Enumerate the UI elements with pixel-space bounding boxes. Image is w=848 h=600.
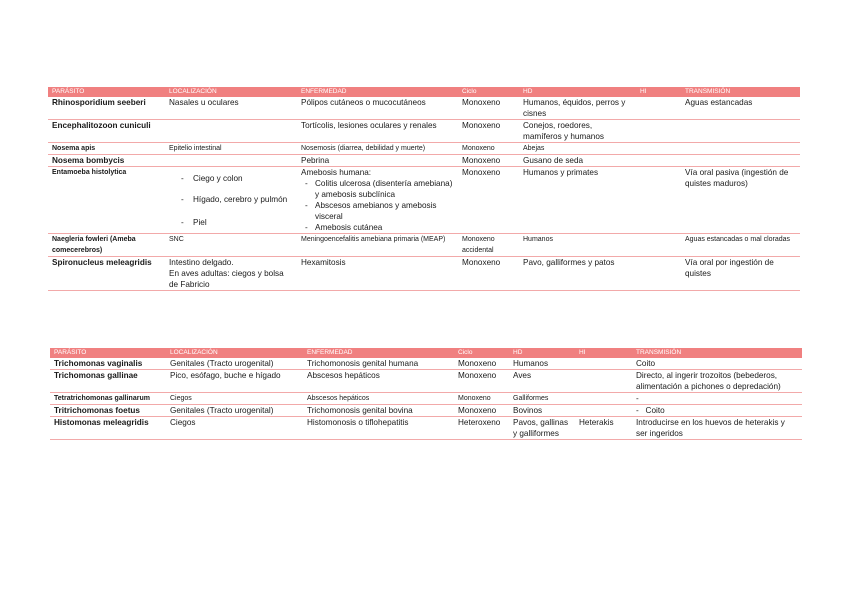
header-transmision: TRANSMISIÓN [681, 87, 800, 97]
cell-parasito: Nosema bombycis [48, 155, 165, 167]
cell-enfermedad: Trichomonosis genital bovina [303, 405, 454, 417]
cell-transmision: Coito [632, 358, 802, 370]
cell-transmision: Directo, al ingerir trozoitos (bebederos, alimentación a pichones o depredación) [632, 370, 802, 393]
cell-hd: Humanos, équidos, perros y cisnes [519, 97, 636, 120]
header-hi: HI [636, 87, 681, 97]
table-row [50, 417, 802, 440]
cell-enfermedad: Abscesos hepáticos [303, 370, 454, 393]
table-row [48, 155, 800, 167]
header-hd: HD [519, 87, 636, 97]
cell-parasito: Rhinosporidium seeberi [48, 97, 165, 120]
list-item: - Piel [179, 217, 293, 228]
cell-transmision: Aguas estancadas o mal cloradas [681, 234, 800, 257]
header-hi: HI [575, 348, 632, 358]
cell-hd: Conejos, roedores, mamíferos y humanos [519, 120, 636, 143]
parasite-table-1 [48, 87, 800, 291]
enfermedad-list [301, 178, 454, 233]
localizacion-list [169, 173, 293, 228]
cell-localizacion [165, 257, 297, 291]
cell-hi [636, 257, 681, 291]
cell-hd: Humanos [509, 358, 575, 370]
header-ciclo: Ciclo [454, 348, 509, 358]
cell-hd: Abejas [519, 143, 636, 155]
list-item: - Ciego y colon [179, 173, 293, 184]
cell-hd: Pavo, galliformes y patos [519, 257, 636, 291]
cell-hd: Humanos y primates [519, 167, 636, 234]
cell-hi [636, 155, 681, 167]
cell-hi [636, 234, 681, 257]
cell-parasito: Histomonas meleagridis [50, 417, 166, 440]
cell-hd: Pavos, gallinas y galliformes [509, 417, 575, 440]
cell-enfermedad: Tortícolis, lesiones oculares y renales [297, 120, 458, 143]
cell-ciclo: Heteroxeno [454, 417, 509, 440]
cell-hi [636, 167, 681, 234]
cell-localizacion [165, 120, 297, 143]
cell-localizacion [165, 155, 297, 167]
cell-parasito: Trichomonas gallinae [50, 370, 166, 393]
table-row [50, 358, 802, 370]
cell-parasito: Trichomonas vaginalis [50, 358, 166, 370]
cell-ciclo: Monoxeno [458, 143, 519, 155]
cell-transmision: - [632, 393, 802, 405]
cell-enfermedad: Trichomonosis genital humana [303, 358, 454, 370]
list-item: - Colitis ulcerosa (disentería amebiana) y amebosis subclínica [301, 178, 454, 200]
cell-hd: Gusano de seda [519, 155, 636, 167]
cell-ciclo: Monoxeno accidental [458, 234, 519, 257]
cell-ciclo: Monoxeno [458, 167, 519, 234]
header-localizacion: LOCALIZACIÓN [165, 87, 297, 97]
cell-ciclo: Monoxeno [458, 120, 519, 143]
cell-transmision [681, 155, 800, 167]
cell-enfermedad: Histomonosis o tiflohepatitis [303, 417, 454, 440]
header-enfermedad: ENFERMEDAD [297, 87, 458, 97]
table-row [48, 120, 800, 143]
header-parasito: PARÁSITO [48, 87, 165, 97]
cell-transmision: Introducirse en los huevos de heterakis y ser ingeridos [632, 417, 802, 440]
header-transmision: TRANSMISIÓN [632, 348, 802, 358]
list-item: - Amebosis cutánea [301, 222, 454, 233]
cell-hi [636, 143, 681, 155]
cell-transmision: - Coito [632, 405, 802, 417]
cell-enfermedad: Hexamitosis [297, 257, 458, 291]
cell-hd: Bovinos [509, 405, 575, 417]
cell-hi [636, 97, 681, 120]
parasite-table-2 [50, 348, 802, 440]
table-row [48, 257, 800, 291]
cell-transmision [681, 120, 800, 143]
table-row [48, 234, 800, 257]
cell-enfermedad: Pebrina [297, 155, 458, 167]
enfermedad-title: Amebosis humana: [301, 168, 372, 177]
table-row [48, 97, 800, 120]
cell-parasito: Tetratrichomonas gallinarum [50, 393, 166, 405]
cell-hi [575, 393, 632, 405]
cell-enfermedad: Abscesos hepáticos [303, 393, 454, 405]
cell-ciclo: Monoxeno [458, 257, 519, 291]
table-row [48, 143, 800, 155]
localizacion-line: En aves adultas: ciegos y bolsa de Fabricio [169, 269, 284, 289]
cell-ciclo: Monoxeno [454, 405, 509, 417]
cell-ciclo: Monoxeno [458, 97, 519, 120]
cell-parasito: Tritrichomonas foetus [50, 405, 166, 417]
cell-hi: Heterakis [575, 417, 632, 440]
cell-hi [636, 120, 681, 143]
cell-parasito: Spironucleus meleagridis [48, 257, 165, 291]
cell-localizacion: Genitales (Tracto urogenital) [166, 358, 303, 370]
cell-ciclo: Monoxeno [458, 155, 519, 167]
list-item: - Hígado, cerebro y pulmón [179, 194, 293, 205]
header-ciclo: Ciclo [458, 87, 519, 97]
cell-transmision: Aguas estancadas [681, 97, 800, 120]
table-row [50, 393, 802, 405]
table-row [50, 405, 802, 417]
cell-localizacion: Epitelio intestinal [165, 143, 297, 155]
cell-parasito: Entamoeba histolytica [48, 167, 165, 234]
cell-localizacion [165, 167, 297, 234]
cell-localizacion: Genitales (Tracto urogenital) [166, 405, 303, 417]
table-row [48, 167, 800, 234]
cell-ciclo: Monoxeno [454, 358, 509, 370]
table-header-row [50, 348, 802, 358]
localizacion-line: Intestino delgado. [169, 258, 234, 267]
cell-hd: Humanos [519, 234, 636, 257]
cell-enfermedad [297, 167, 458, 234]
cell-hd: Galliformes [509, 393, 575, 405]
cell-enfermedad: Pólipos cutáneos o mucocutáneos [297, 97, 458, 120]
cell-parasito: Naegleria fowleri (Ameba comecerebros) [48, 234, 165, 257]
cell-localizacion: Nasales u oculares [165, 97, 297, 120]
cell-ciclo: Monoxeno [454, 393, 509, 405]
table-row [50, 370, 802, 393]
cell-parasito: Nosema apis [48, 143, 165, 155]
cell-transmision: Vía oral pasiva (ingestión de quistes maduros) [681, 167, 800, 234]
cell-localizacion: Ciegos [166, 417, 303, 440]
cell-localizacion: Pico, esófago, buche e hígado [166, 370, 303, 393]
table-header-row [48, 87, 800, 97]
cell-hi [575, 405, 632, 417]
header-localizacion: LOCALIZACIÓN [166, 348, 303, 358]
cell-enfermedad: Meningoencefalitis amebiana primaria (MEAP) [297, 234, 458, 257]
header-parasito: PARÁSITO [50, 348, 166, 358]
cell-enfermedad: Nosemosis (diarrea, debilidad y muerte) [297, 143, 458, 155]
cell-transmision: Vía oral por ingestión de quistes [681, 257, 800, 291]
cell-localizacion: Ciegos [166, 393, 303, 405]
cell-ciclo: Monoxeno [454, 370, 509, 393]
cell-hd: Aves [509, 370, 575, 393]
cell-parasito: Encephalitozoon cuniculi [48, 120, 165, 143]
header-hd: HD [509, 348, 575, 358]
cell-localizacion: SNC [165, 234, 297, 257]
cell-transmision [681, 143, 800, 155]
list-item: - Abscesos amebianos y amebosis visceral [301, 200, 454, 222]
cell-hi [575, 358, 632, 370]
cell-hi [575, 370, 632, 393]
header-enfermedad: ENFERMEDAD [303, 348, 454, 358]
